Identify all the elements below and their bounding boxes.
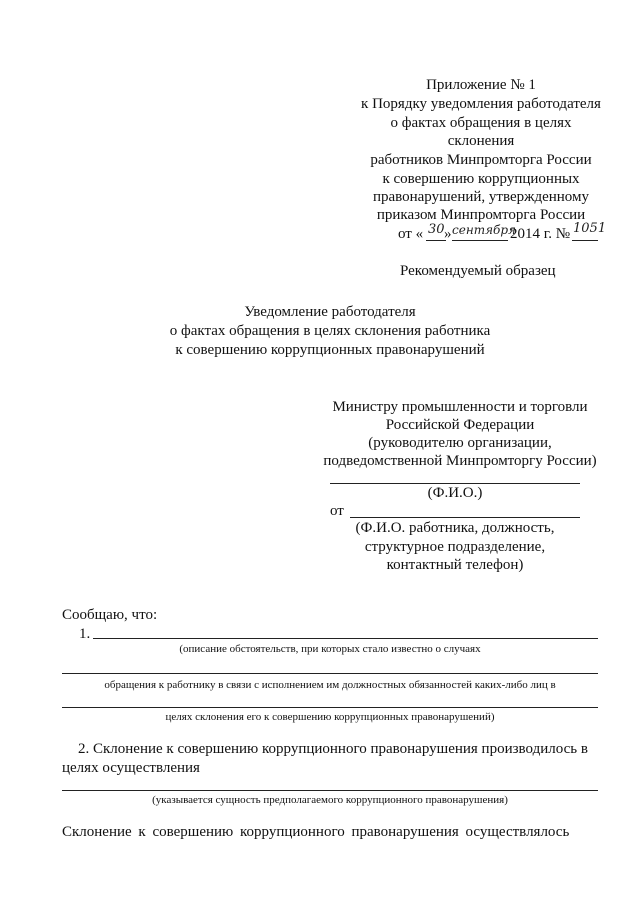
- item1-fill-line: [62, 673, 598, 674]
- item1-fill-line: [93, 638, 598, 639]
- appendix-line: приказом Минпромторга России: [376, 207, 586, 223]
- date-year: 2014 г. №: [510, 226, 571, 242]
- item3-text: Склонение к совершению коррупционного правонарушения осуществлялось: [62, 824, 570, 840]
- from-label: от: [330, 503, 344, 519]
- item2-text-line: 2. Склонение к совершению коррупционного правонарушения производилось в: [78, 741, 588, 757]
- date-month: сентября: [452, 223, 517, 237]
- report-intro: Сообщаю, что:: [62, 607, 158, 623]
- item2-caption: (указывается сущность предполагаемого коррупционного правонарушения): [152, 794, 508, 806]
- title-line: Уведомление работодателя: [244, 304, 416, 320]
- addressee-line: Министру промышленности и торговли: [332, 399, 588, 415]
- appendix-line: Приложение № 1: [426, 77, 536, 93]
- date-day: 30: [428, 222, 445, 237]
- item1-caption: обращения к работнику в связи с исполнением им должностных обязанностей каких-либо лиц в: [104, 679, 556, 691]
- item1-number: 1.: [79, 626, 91, 642]
- appendix-line: к Порядку уведомления работодателя: [361, 96, 601, 112]
- addressee-line: подведомственной Минпромторгу России): [323, 453, 597, 469]
- date-month-underline: [452, 240, 508, 241]
- sender-line: (Ф.И.О. работника, должность,: [355, 520, 555, 536]
- addressee-line: (руководителю организации,: [368, 435, 552, 451]
- item1-fill-line: [62, 707, 598, 708]
- recommended-sample: Рекомендуемый образец: [400, 263, 556, 279]
- item1-caption: целях склонения его к совершению коррупционных правонарушений): [165, 711, 495, 723]
- item2-text-line: целях осуществления: [62, 760, 200, 776]
- date-day-underline: [426, 240, 446, 241]
- appendix-line: о фактах обращения в целях: [390, 115, 572, 131]
- sender-line: контактный телефон): [386, 557, 524, 573]
- sender-underline: [350, 517, 580, 518]
- appendix-line: работников Минпромторга России: [370, 152, 592, 168]
- item1-caption: (описание обстоятельств, при которых стало известно о случаях: [179, 643, 481, 655]
- date-prefix: от «: [398, 226, 424, 242]
- title-line: о фактах обращения в целях склонения работника: [169, 323, 491, 339]
- date-quote-close: »: [444, 226, 452, 242]
- fio-label: (Ф.И.О.): [427, 485, 483, 501]
- date-number-underline: [572, 240, 598, 241]
- addressee-line: Российской Федерации: [385, 417, 535, 433]
- appendix-line: правонарушений, утвержденному: [372, 189, 590, 205]
- title-line: к совершению коррупционных правонарушений: [175, 342, 485, 358]
- appendix-line: к совершению коррупционных: [382, 171, 580, 187]
- item2-fill-line: [62, 790, 598, 791]
- appendix-line: склонения: [447, 133, 515, 149]
- date-number: 1051: [573, 221, 607, 236]
- sender-line: структурное подразделение,: [364, 539, 546, 555]
